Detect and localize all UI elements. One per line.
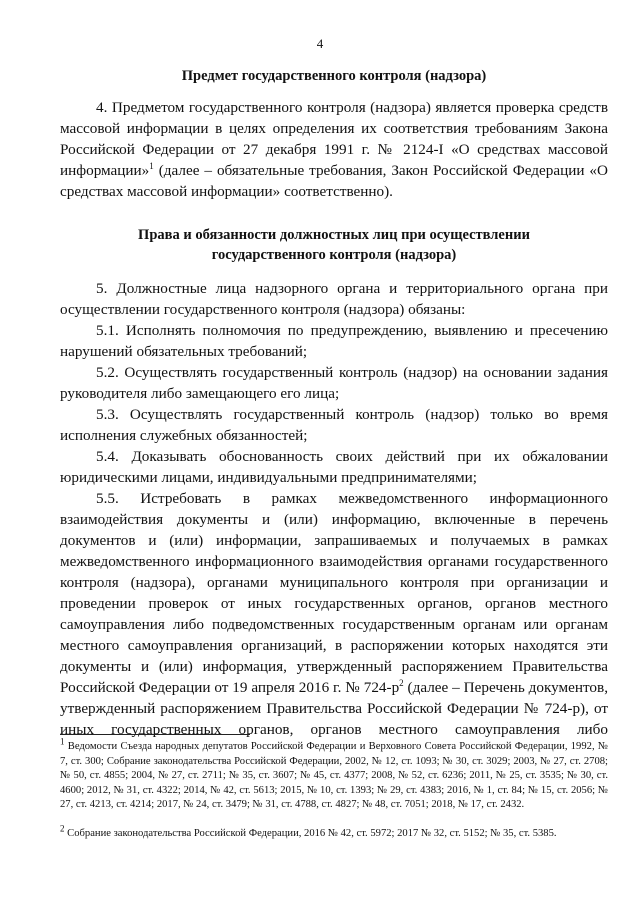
footnote-1-mark: 1 — [60, 736, 65, 747]
footnote-ref-2: 2 — [399, 677, 404, 688]
section-heading-rights — [60, 225, 608, 265]
paragraph-4 — [60, 97, 608, 202]
footnote-1 — [60, 736, 608, 813]
paragraph-5-3: 5.3. Осуществлять государственный контроль (надзор) только во время исполнения служебных обязанностей; — [60, 406, 608, 444]
paragraph-4-tail: (далее – обязательные требования, Закон Российской Федерации «О средствах массовой информации» соответственно). — [60, 162, 608, 200]
paragraph-5-5-text: 5.5. Истребовать в рамках межведомственного информационного взаимодействия документы и (или) информацию, включенные в перечень документов и (или) информации, запрашиваемых и получаемых в рамках межведомственного информационного взаимодействия органами государственного контроля (надзора), органами муниципального контроля при организации и проведении проверок от иных государственных органов, органов местного самоуправления либо подведомственных государственным органам или органам местного самоуправления организаций, в распоряжении которых находятся эти документы и (или) информация, утвержденный распоряжением Правительства Российской Федерации от 19 апреля 2016 г. № 724-р — [60, 490, 608, 696]
paragraph-4-text: 4. Предметом государственного контроля (надзора) является проверка средств массовой информации в целях определения их соответствия требованиям Закона Российской Федерации от 27 декабря 1991 г. № 2124-I «О средствах массовой информации» — [60, 99, 608, 179]
paragraph-5: 5. Должностные лица надзорного органа и территориального органа при осуществлении государственного контроля (надзора) обязаны: — [60, 280, 608, 318]
paragraph-5-1: 5.1. Исполнять полномочия по предупреждению, выявлению и пресечению нарушений обязательных требований; — [60, 322, 608, 360]
paragraph-5-4: 5.4. Доказывать обоснованность своих действий при их обжаловании юридическими лицами, индивидуальными предпринимателями; — [60, 448, 608, 486]
footnote-divider — [60, 734, 250, 735]
footnote-2-text: Собрание законодательства Российской Федерации, 2016 № 42, ст. 5972; 2017 № 32, ст. 5152; № 35, ст. 5385. — [64, 828, 557, 839]
footnote-2-mark: 2 — [60, 823, 65, 834]
paragraph-5-2: 5.2. Осуществлять государственный контроль (надзор) на основании задания руководителя либо замещающего его лица; — [60, 364, 608, 402]
paragraph-5-5-tail: (далее – Перечень документов, утвержденный распоряжением Правительства Российской Федерации № 724-р), от иных государственных органов, органов местного самоуправления либо — [60, 679, 608, 738]
section-heading-subject: Предмет государственного контроля (надзора) — [181, 68, 487, 84]
page-number: 4 — [316, 36, 324, 51]
paragraph-5-5 — [60, 488, 608, 740]
footnote-1-text: Ведомости Съезда народных депутатов Российской Федерации и Верховного Совета Российской Федерации, 1992, № 7, ст. 300; Собрание законодательства Российской Федерации, 2002, № 12, ст. 1093; № 30, ст. 3029; 2003, № 27, ст. 2708; № 50, ст. 4855; 2004, № 27, ст. 2711; № 35, ст. 3607; № 45, ст. 4377; 2008, № 52, ст. 6236; 2011, № 25, ст. 3535; № 30, ст. 4600; 2012, № 31, ст. 4322; 2014, № 42, ст. 5613; 2015, № 10, ст. 1393; № 29, ст. 4383; 2016, № 1, ст. 84; № 15, ст. 2056; № 27, ст. 4213, ст. 4214; 2017, № 24, ст. 3479; № 31, ст. 4788, ст. 4827; № 48, ст. 7051; 2018, № 17, ст. 2432. — [60, 741, 608, 810]
footnote-2 — [60, 823, 608, 842]
section-heading-rights-line2: государственного контроля (надзора) — [211, 247, 457, 263]
section-heading-rights-line1: Права и обязанности должностных лиц при осуществлении — [138, 227, 530, 243]
footnote-ref-1: 1 — [149, 160, 154, 171]
